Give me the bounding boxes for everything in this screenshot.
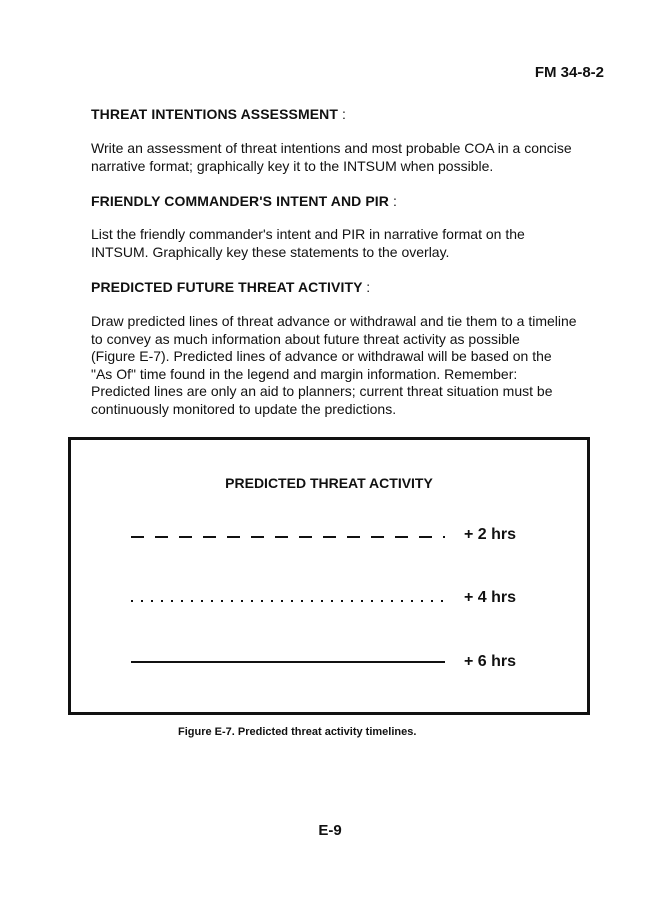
section-body-predicted-activity (91, 313, 621, 418)
section-heading-predicted-activity (91, 279, 370, 295)
document-id: FM 34-8-2 (534, 64, 604, 81)
body-line: narrative format; graphically key it to the INTSUM when possible. (91, 157, 494, 174)
legend-label-6hrs: + 6 hrs (464, 653, 517, 670)
section-heading-commanders-intent (91, 193, 397, 209)
legend-line-dotted (131, 600, 445, 602)
section-heading-text: PREDICTED FUTURE THREAT ACTIVITY (91, 279, 363, 295)
body-line: Predicted lines are only an aid to planners; current threat situation must be (91, 383, 553, 399)
page-number: E-9 (318, 822, 342, 839)
section-heading-threat-intentions (91, 106, 346, 122)
figure-caption: Figure E-7. Predicted threat activity timelines. (178, 726, 417, 738)
figure-title: PREDICTED THREAT ACTIVITY (225, 475, 433, 491)
figure-legend-box (68, 437, 590, 715)
section-heading-text: FRIENDLY COMMANDER'S INTENT AND PIR (91, 193, 389, 209)
legend-label-2hrs: + 2 hrs (464, 526, 517, 543)
legend-line-solid (131, 661, 445, 663)
body-line: (Figure E-7). Predicted lines of advance or withdrawal will be based on the (91, 348, 552, 364)
heading-colon: : (366, 279, 371, 295)
body-line: Write an assessment of threat intentions and most probable COA in a concise (91, 140, 572, 156)
body-line: Draw predicted lines of threat advance or withdrawal and tie them to a timeline (91, 313, 577, 329)
heading-colon: : (342, 106, 347, 122)
body-line: "As Of" time found in the legend and margin information. Remember: (91, 365, 518, 382)
body-line: continuously monitored to update the predictions. (91, 400, 397, 417)
body-line: to convey as much information about future threat activity as possible (91, 330, 520, 347)
body-line: List the friendly commander's intent and PIR in narrative format on the (91, 226, 525, 242)
legend-label-4hrs: + 4 hrs (464, 589, 517, 606)
body-line: INTSUM. Graphically key these statements to the overlay. (91, 243, 450, 260)
section-body-commanders-intent (91, 226, 621, 261)
section-heading-text: THREAT INTENTIONS ASSESSMENT (91, 106, 339, 122)
heading-colon: : (393, 193, 397, 209)
section-body-threat-intentions (91, 140, 621, 175)
legend-line-dashed (131, 536, 445, 538)
